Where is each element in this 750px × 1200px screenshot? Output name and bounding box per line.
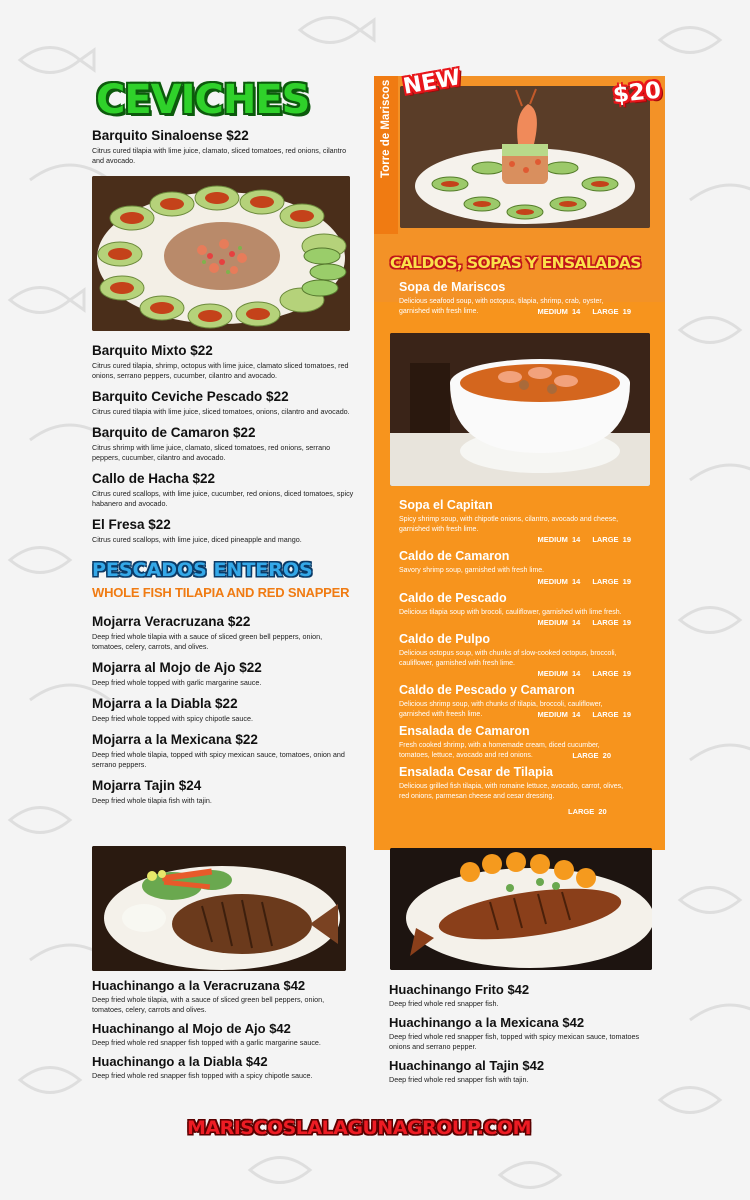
menu-item <box>389 1015 651 1052</box>
item-description: Deep fried whole topped with spicy chipotle sauce. <box>92 714 254 723</box>
menu-item <box>389 1058 651 1085</box>
item-description: Deep fried whole red snapper fish topped with a garlic margarine sauce. <box>92 1038 321 1047</box>
menu-item <box>92 778 354 806</box>
item-name: Mojarra al Mojo de Ajo $22 <box>92 660 262 675</box>
ceviche-photo <box>92 176 350 331</box>
menu-item <box>399 280 635 316</box>
item-description: Spicy shrimp soup, with chipotle onions, cilantro, avocado and cheese, garnished with fresh lime. <box>399 516 619 533</box>
item-description: Deep fried whole red snapper fish topped with a spicy chipotle sauce. <box>92 1071 313 1080</box>
item-name: Ensalada Cesar de Tilapia <box>399 765 554 779</box>
large-price: LARGE 19 <box>592 535 631 544</box>
menu-item <box>92 614 354 652</box>
item-name: Mojarra a la Mexicana $22 <box>92 732 258 747</box>
item-name: Sopa el Capitan <box>399 498 493 512</box>
torre-photo <box>400 86 650 228</box>
item-description: Savory shrimp soup, garnished with fresh lime. <box>399 567 545 574</box>
medium-price: MEDIUM 14 <box>537 669 581 678</box>
menu-item <box>92 128 354 166</box>
new-badge: NEW <box>401 65 463 100</box>
item-name: Caldo de Pescado <box>399 590 507 605</box>
item-description: Deep fried whole tilapia fish with tajin. <box>92 796 212 805</box>
item-name: Caldo de Pescado y Camaron <box>399 683 575 697</box>
item-description: Deep fried whole red snapper fish. <box>389 999 499 1008</box>
huachinango-list-left <box>92 978 354 1087</box>
medium-price: MEDIUM 14 <box>537 576 581 586</box>
item-name: El Fresa $22 <box>92 517 171 532</box>
item-sizes <box>399 807 635 816</box>
menu-item <box>399 724 635 760</box>
item-description: Citrus cured scallops, with lime juice, cucumber, red onions, diced tomatoes, spicy habanero and avocado. <box>92 489 354 508</box>
item-description: Citrus cured tilapia with lime juice, clamato, sliced tomatoes, red onions, cilantro and avocado. <box>92 146 347 165</box>
medium-price: MEDIUM 14 <box>537 710 581 719</box>
item-sizes <box>399 618 635 627</box>
menu-item <box>399 549 635 586</box>
item-description: Citrus cured tilapia, shrimp, octopus with lime juice, clamato sliced tomatoes, red onions, serrano peppers, cucumber, cilantro and avocado. <box>92 361 349 380</box>
menu-item <box>92 389 354 417</box>
item-name: Barquito Sinaloense $22 <box>92 128 249 143</box>
menu-item <box>92 696 354 724</box>
item-description: Citrus shrimp with lime juice, clamato, sliced tomatoes, red onions, serrano peppers, cucumber, cilantro and avocado. <box>92 443 331 462</box>
menu-item <box>92 517 354 545</box>
caldos-list <box>399 498 635 821</box>
item-description: Fresh cooked shrimp, with a homemade cream, diced cucumber, tomatoes, lettuce, avocado and red onions. <box>399 742 600 759</box>
item-description: Citrus cured tilapia with lime juice, sliced tomatoes, onions, cilantro and avocado. <box>92 407 350 416</box>
item-sizes <box>399 535 635 544</box>
medium-price: MEDIUM 14 <box>537 307 581 316</box>
item-name: Huachinango a la Diabla $42 <box>92 1054 268 1069</box>
large-price: LARGE 19 <box>592 618 631 627</box>
left-column <box>92 78 354 814</box>
pescados-subheader: WHOLE FISH TILAPIA AND RED SNAPPER <box>92 585 350 600</box>
menu-item <box>389 982 651 1009</box>
caldos-list-top <box>399 280 635 321</box>
price-badge: $20 <box>611 77 663 109</box>
item-description: Deep fried whole tilapia, with a sauce of sliced green bell peppers, onion, tomatoes, celery, carrots and olives. <box>92 995 325 1014</box>
huachinango-list-right <box>389 982 651 1091</box>
large-price: LARGE 19 <box>592 576 631 586</box>
menu-item <box>92 425 354 463</box>
item-name: Caldo de Camaron <box>399 549 510 563</box>
menu-item <box>399 765 635 816</box>
menu-item <box>399 683 635 719</box>
item-name: Caldo de Pulpo <box>399 632 490 646</box>
item-name: Callo de Hacha $22 <box>92 471 216 486</box>
pescados-header: PESCADOS ENTEROS <box>92 559 313 581</box>
menu-item <box>399 632 635 678</box>
menu-item <box>399 591 635 628</box>
item-description: Delicious octopus soup, with chunks of slow-cooked octopus, broccoli, cauliflower, garnished with fresh lime. <box>399 650 617 667</box>
large-price: LARGE 19 <box>592 669 631 678</box>
large-price: LARGE 20 <box>568 807 607 816</box>
menu-item <box>92 732 354 770</box>
menu-item <box>399 498 635 544</box>
item-name: Mojarra Veracruzana $22 <box>92 614 251 629</box>
item-sizes <box>399 577 635 586</box>
huachinango-photo <box>390 848 652 970</box>
item-name: Huachinango al Mojo de Ajo $42 <box>92 1021 291 1036</box>
menu-item <box>92 660 354 688</box>
mojarra-photo <box>92 846 346 971</box>
item-name: Barquito Ceviche Pescado $22 <box>92 389 289 404</box>
ceviches-header: CEVICHES <box>96 77 310 123</box>
item-description: Deep fried whole red snapper fish, topped with spicy mexican sauce, tomatoes onions and serrano pepper. <box>389 1032 640 1051</box>
menu-item <box>92 1054 354 1081</box>
item-description: Deep fried whole red snapper fish with tajin. <box>389 1075 529 1084</box>
item-name: Barquito Mixto $22 <box>92 343 213 358</box>
item-name: Huachinango Frito $42 <box>389 982 530 997</box>
torre-label: Torre de Mariscos <box>380 79 392 178</box>
item-name: Ensalada de Camaron <box>399 724 530 738</box>
menu-item <box>92 471 354 509</box>
item-name: Huachinango a la Mexicana $42 <box>389 1015 585 1030</box>
medium-price: MEDIUM 14 <box>537 618 581 627</box>
item-description: Delicious seafood soup, with octopus, tilapia, shrimp, crab, oyster, garnished with fresh lime. <box>399 298 604 315</box>
item-description: Citrus cured scallops, with lime juice, diced pineapple and mango. <box>92 535 302 544</box>
item-name: Mojarra Tajin $24 <box>92 778 202 793</box>
item-description: Delicious shrimp soup, with chunks of tilapia, broccoli, cauliflower, garnished with freesh lime. <box>399 701 603 718</box>
item-name: Sopa de Mariscos <box>399 280 506 294</box>
menu-item <box>92 343 354 381</box>
item-name: Huachinango a la Veracruzana $42 <box>92 978 306 993</box>
item-sizes <box>399 669 635 678</box>
item-name: Barquito de Camaron $22 <box>92 425 256 440</box>
item-name: Mojarra a la Diabla $22 <box>92 696 238 711</box>
item-description: Deep fried whole topped with garlic margarine sauce. <box>92 678 262 687</box>
large-price: LARGE 19 <box>592 710 631 719</box>
medium-price: MEDIUM 14 <box>537 535 581 544</box>
item-description: Delicious grilled fish tilapia, with romaine lettuce, avocado, carrot, olives, red onions, parmesan cheese and cesar dressing. <box>399 783 624 800</box>
item-description: Delicious tilapia soup with brocoli, cauliflower, garnished with lime fresh. <box>399 608 622 616</box>
item-description: Deep fried whole tilapia with a sauce of sliced green bell peppers, onion, tomatoes, celery, carrots, and olives. <box>92 632 323 651</box>
menu-item <box>92 978 354 1015</box>
large-price: LARGE 19 <box>592 307 631 316</box>
website-link[interactable]: MARISCOSLALAGUNAGROUP.COM <box>187 1117 531 1139</box>
large-price: LARGE 20 <box>572 751 611 760</box>
item-name: Huachinango al Tajin $42 <box>389 1058 545 1073</box>
sopa-photo <box>390 333 650 486</box>
menu-item <box>92 1021 354 1048</box>
item-description: Deep fried whole tilapia, topped with spicy mexican sauce, tomatoes, onion and serrano peppers. <box>92 750 345 769</box>
caldos-header: CALDOS, SOPAS Y ENSALADAS <box>390 254 641 272</box>
